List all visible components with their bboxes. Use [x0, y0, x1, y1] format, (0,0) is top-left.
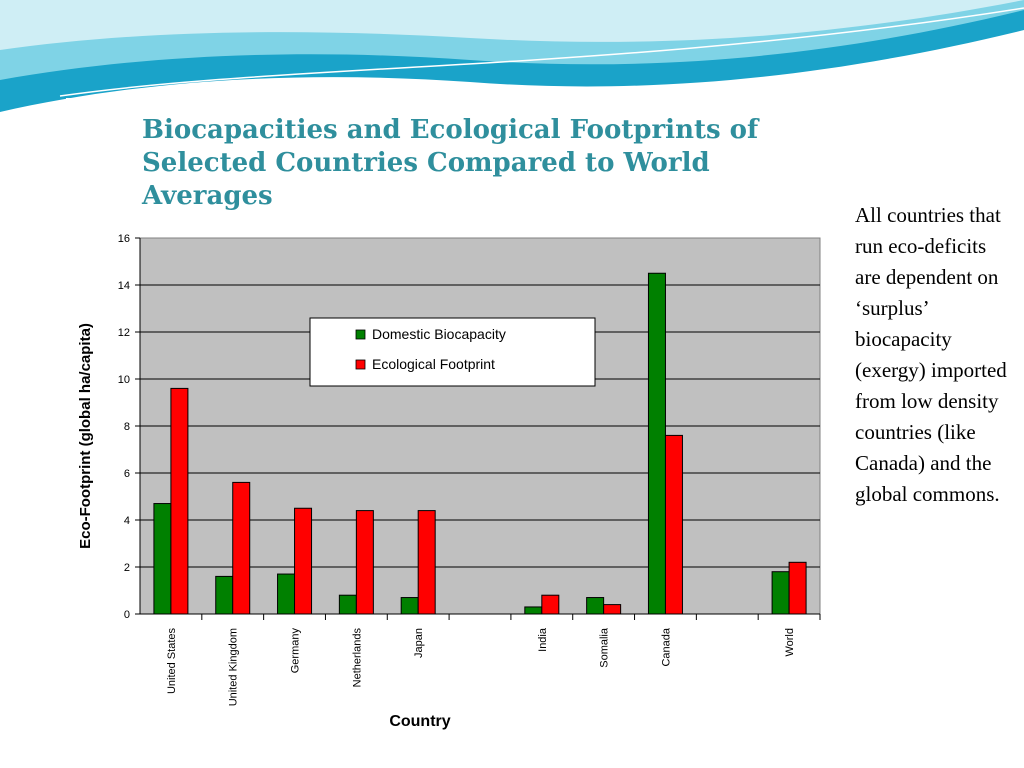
bar-domestic-biocapacity [278, 574, 295, 614]
y-tick-label: 14 [117, 280, 130, 292]
side-note: All countries that run eco-deficits are dependent on ‘surplus’ biocapacity (exergy) imported from low density countries (like Canada) and the global commons. [855, 203, 1007, 506]
bar-ecological-footprint [418, 511, 435, 614]
x-tick-label: United States [165, 628, 178, 695]
bar-ecological-footprint [171, 388, 188, 614]
bar-ecological-footprint [789, 562, 806, 614]
slide-title: Biocapacities and Ecological Footprints of Selected Countries Compared to World Averages [142, 115, 759, 211]
bar-ecological-footprint [295, 508, 312, 614]
x-axis-title: Country [389, 713, 451, 730]
y-tick-label: 12 [117, 327, 130, 339]
bar-domestic-biocapacity [587, 598, 604, 614]
bar-domestic-biocapacity [154, 504, 171, 614]
bar-domestic-biocapacity [339, 595, 356, 614]
y-tick-label: 8 [123, 421, 130, 433]
bar-domestic-biocapacity [648, 273, 665, 614]
bar-ecological-footprint [665, 435, 682, 614]
x-tick-label: Canada [660, 628, 673, 667]
bar-ecological-footprint [604, 605, 621, 614]
x-tick-label: Netherlands [351, 628, 364, 688]
bar-domestic-biocapacity [525, 607, 542, 614]
y-tick-label: 16 [117, 233, 130, 245]
y-tick-label: 2 [123, 562, 130, 574]
x-tick-label: Somalia [598, 628, 611, 668]
y-tick-label: 6 [123, 468, 130, 480]
bar-domestic-biocapacity [772, 572, 789, 614]
legend-label: Ecological Footprint [372, 356, 495, 372]
bar-ecological-footprint [542, 595, 559, 614]
x-tick-label: World [784, 628, 797, 657]
legend-swatch-domestic-biocapacity [356, 330, 365, 339]
x-tick-label: India [536, 628, 549, 652]
bar-domestic-biocapacity [216, 576, 233, 614]
bar-ecological-footprint [356, 511, 373, 614]
bar-domestic-biocapacity [401, 598, 418, 614]
y-tick-label: 10 [117, 374, 130, 386]
x-tick-label: United Kingdom [227, 628, 240, 707]
bar-ecological-footprint [233, 482, 250, 614]
bar-chart [60, 226, 840, 736]
y-tick-label: 0 [123, 609, 130, 621]
legend-swatch-ecological-footprint [356, 360, 365, 369]
x-tick-label: Germany [289, 628, 302, 674]
y-tick-label: 4 [123, 515, 130, 527]
y-axis-title: Eco-Footprint (global ha/capita) [77, 323, 94, 549]
x-tick-label: Japan [413, 628, 426, 658]
legend-label: Domestic Biocapacity [372, 326, 506, 342]
